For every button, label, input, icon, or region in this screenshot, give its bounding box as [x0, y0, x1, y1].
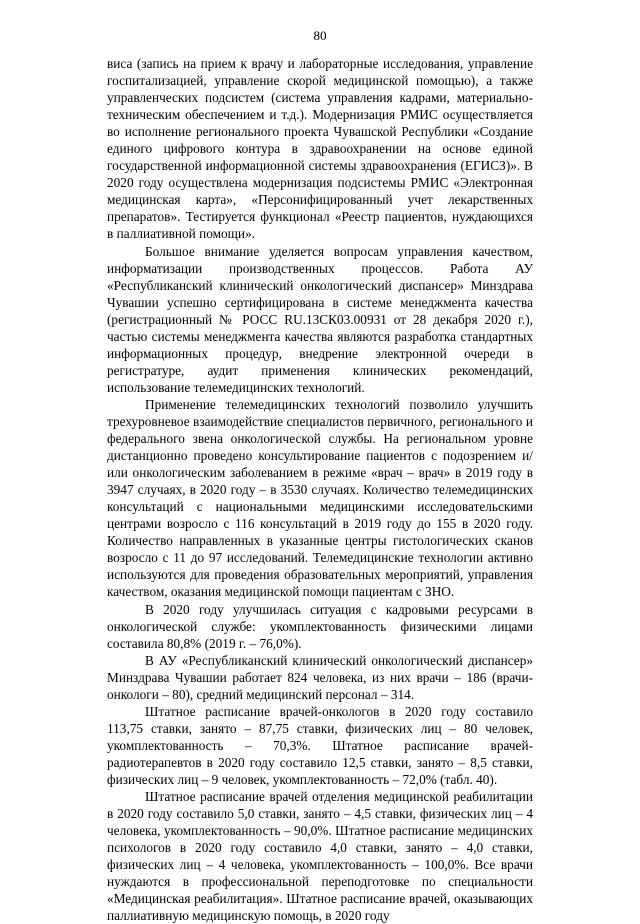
paragraph-staff-count: В АУ «Республиканский клинический онкологический диспансер» Минздрава Чувашии работает 824 человека, из них врачи – 186 (врачи-онкологи – 80), средний медицинский персонал – 314. — [107, 652, 533, 702]
page-number: 80 — [313, 28, 327, 43]
paragraph-staffing-situation: В 2020 году улучшилась ситуация с кадровыми ресурсами в онкологической службе: укомплектованность физическими лицами составила 80,8% (2019 г. – 76,0%). — [107, 601, 533, 651]
paragraph-continuation: виса (запись на прием к врачу и лабораторные исследования, управление госпитализацией, управление скорой медицинской помощью), а также управленческих подсистем (система управления кадрами, материально-техническим обеспечением и т.д.). Модернизация РМИС осуществляется во исполнение регионального проекта Чувашской Республики «Создание единого цифрового контура в здравоохранении на основе единой государственной информационной системы здравоохранения (ЕГИСЗ)». В 2020 году осуществлена модернизация подсистемы РМИС «Электронная медицинская карта», «Персонифицированный учет лекарственных препаратов». Тестируется функционал «Реестр пациентов, нуждающихся в паллиативной помощи». — [107, 56, 533, 242]
paragraph-rehabilitation-staffing: Штатное расписание врачей отделения медицинской реабилитации в 2020 году составило 5,0 ставки, занято – 4,5 ставки, физических лиц – 4 человека, укомплектованность – 90,0%. Штатное расписание медицинских психологов в 2020 году составило 4,0 ставки, занято – 4,0 ставки, физических лиц – 4 человека, укомплектованность – 100,0%. Все врачи нуждаются в профессиональной переподготовке по специальности «Медицинская реабилитация». Штатное расписание врачей, оказывающих паллиативную медицинскую помощь, в 2020 году — [107, 789, 533, 924]
document-body — [107, 55, 533, 924]
paragraph-quality-management: Большое внимание уделяется вопросам управления качеством, информатизации производственных процессов. Работа АУ «Республиканский клинический онкологический диспансер» Минздрава Чувашии успешно сертифицирована в системе менеджмента качества (регистрационный № РОСС RU.13СК03.00931 от 28 декабря 2020 г.), частью системы менеджмента качества являются разработка стандартных информационных процедур, внедрение электронной очереди в регистратуре, аудит применения клинических рекомендаций, использование телемедицинских технологий. — [107, 243, 533, 395]
paragraph-oncologist-staffing: Штатное расписание врачей-онкологов в 2020 году составило 113,75 ставки, занято – 87,75 ставки, физических лиц – 80 человек, укомплектованность – 70,3%. Штатное расписание врачей-радиотерапевтов в 2020 году составило 12,5 ставки, занято – 8,5 ставки, физических лиц – 9 человек, укомплектованность – 72,0% (табл. 40). — [107, 703, 533, 787]
paragraph-telemedicine: Применение телемедицинских технологий позволило улучшить трехуровневое взаимодействие специалистов первичного, регионального и федерального звена онкологической службы. На региональном уровне дистанционно проведено консультирование пациентов с подозрением и/или онкологическим заболеванием в режиме «врач – врач» в 2019 году в 3947 случаях, в 2020 году – в 3530 случаях. Количество телемедицинских консультаций с национальными медицинскими исследовательскими центрами возросло с 116 консультаций в 2019 году до 155 в 2020 году. Количество направленных в указанные центры гистологических сканов возросло с 11 до 97 исследований. Телемедицинские технологии активно используются для проведения образовательных мероприятий, управления качеством, оказания медицинской помощи пациентам с ЗНО. — [107, 396, 533, 600]
